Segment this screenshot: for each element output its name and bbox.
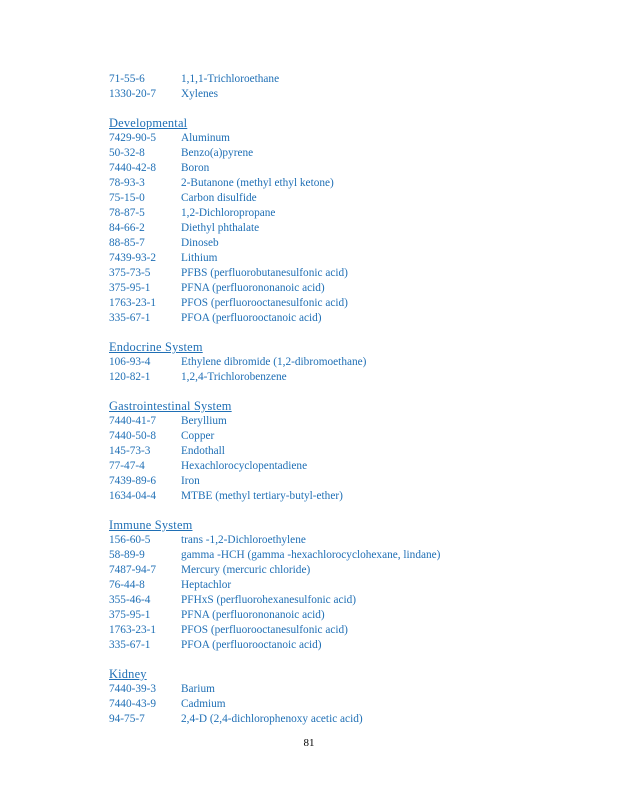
chemical-name: 1,2,4-Trichlorobenzene [181, 371, 287, 383]
chemical-name: Xylenes [181, 88, 219, 100]
chemical-link-row[interactable] [109, 638, 569, 653]
chemical-name: 2-Butanone (methyl ethyl ketone) [181, 177, 334, 189]
section-heading-text[interactable]: Kidney [109, 667, 147, 681]
row-text[interactable] [109, 192, 261, 204]
cas-number: 7440-50-8 [109, 430, 157, 442]
chemical-name: Dinoseb [181, 237, 219, 249]
row-text[interactable] [109, 207, 279, 219]
chemical-link-row[interactable] [109, 533, 569, 548]
chemical-name: Barium [181, 683, 215, 695]
cas-number: 1763-23-1 [109, 297, 157, 309]
chemical-link-row[interactable] [109, 221, 569, 236]
chemical-link-row[interactable] [109, 444, 569, 459]
cas-number: 78-93-3 [109, 177, 145, 189]
chemical-name: 1,1,1-Trichloroethane [181, 73, 280, 85]
row-text[interactable] [109, 609, 329, 621]
cas-number: 7440-43-9 [109, 698, 157, 710]
row-text[interactable] [109, 579, 235, 591]
chemical-name: Diethyl phthalate [181, 222, 260, 234]
chemical-link-row[interactable] [109, 251, 569, 266]
row-text[interactable] [109, 594, 360, 606]
chemical-row [109, 296, 569, 311]
chemical-name: PFOS (perfluorooctanesulfonic acid) [181, 297, 348, 309]
section-spacer [109, 385, 569, 399]
row-text [109, 312, 322, 324]
cas-number: 78-87-5 [109, 207, 145, 219]
chemical-row [109, 429, 569, 444]
cas-number: 7487-94-7 [109, 564, 157, 576]
chemical-name: Hexachlorocyclopentadiene [181, 460, 308, 472]
row-text [109, 624, 348, 636]
cas-number: 7440-42-8 [109, 162, 157, 174]
section-heading-text[interactable]: Developmental [109, 116, 188, 130]
row-text [109, 683, 215, 695]
chemical-name: Heptachlor [181, 579, 232, 591]
chemical-name: MTBE (methyl tertiary-butyl-ether) [181, 490, 343, 502]
cas-number: 76-44-8 [109, 579, 145, 591]
chemical-name: PFNA (perfluorononanoic acid) [181, 282, 325, 294]
chemical-row [109, 682, 569, 697]
row-text [109, 73, 279, 85]
chemical-name: 1,2-Dichloropropane [181, 207, 276, 219]
chemical-link-row[interactable] [109, 593, 569, 608]
row-text[interactable] [109, 222, 263, 234]
chemical-name: Mercury (mercuric chloride) [181, 564, 311, 576]
chemical-row [109, 131, 569, 146]
cas-number: 106-93-4 [109, 356, 151, 368]
section-heading[interactable] [109, 340, 569, 355]
chemical-name: PFOA (perfluorooctanoic acid) [181, 312, 322, 324]
row-text[interactable] [109, 445, 229, 457]
section-heading-text[interactable]: Endocrine System [109, 340, 203, 354]
chemical-name: Aluminum [181, 132, 230, 144]
cas-number: 7429-90-5 [109, 132, 157, 144]
row-text[interactable] [109, 267, 352, 279]
row-text [109, 430, 214, 442]
chemical-name: PFOS (perfluorooctanesulfonic acid) [181, 624, 348, 636]
chemical-link-row[interactable] [109, 236, 569, 251]
chemical-name: 2,4-D (2,4-dichlorophenoxy acetic acid) [181, 713, 363, 725]
chemical-link-row[interactable] [109, 712, 569, 727]
row-text [109, 132, 230, 144]
chemical-link-row[interactable] [109, 548, 569, 563]
chemical-row [109, 623, 569, 638]
chemical-name: Lithium [181, 252, 218, 264]
chemical-name: Boron [181, 162, 210, 174]
chemical-row [109, 311, 569, 326]
chemical-name: PFNA (perfluorononanoic acid) [181, 609, 325, 621]
cas-number: 88-85-7 [109, 237, 145, 249]
cas-number: 7439-93-2 [109, 252, 157, 264]
row-text[interactable] [109, 549, 444, 561]
section-heading[interactable] [109, 667, 569, 682]
row-text[interactable] [109, 252, 221, 264]
cas-number: 156-60-5 [109, 534, 151, 546]
row-text[interactable] [109, 639, 326, 651]
chemical-name: Iron [181, 475, 200, 487]
cas-number: 7440-41-7 [109, 415, 157, 427]
section-spacer [109, 326, 569, 340]
row-text[interactable] [109, 162, 213, 174]
row-text [109, 490, 343, 502]
section-spacer [109, 102, 569, 116]
chemical-name: Cadmium [181, 698, 226, 710]
chemical-link-row[interactable] [109, 608, 569, 623]
chemical-name: PFBS (perfluorobutanesulfonic acid) [181, 267, 348, 279]
chemical-link-row[interactable] [109, 281, 569, 296]
row-text[interactable] [109, 88, 222, 100]
row-text [109, 147, 253, 159]
cas-number: 94-75-7 [109, 713, 145, 725]
section-heading-text[interactable]: Gastrointestinal System [109, 399, 232, 413]
cas-number: 75-15-0 [109, 192, 145, 204]
cas-number: 120-82-1 [109, 371, 151, 383]
row-text[interactable] [109, 415, 231, 427]
page-number: 81 [303, 737, 315, 749]
section-heading[interactable] [109, 399, 569, 414]
row-text [109, 564, 310, 576]
chemical-name: Endothall [181, 445, 225, 457]
row-text[interactable] [109, 475, 204, 487]
cas-number: 375-95-1 [109, 282, 151, 294]
chemical-link-row[interactable] [109, 191, 569, 206]
chemical-row [109, 697, 569, 712]
row-text[interactable] [109, 713, 367, 725]
cas-number: 335-67-1 [109, 312, 151, 324]
chemical-name: Benzo(a)pyrene [181, 147, 254, 159]
chemical-link-row[interactable] [109, 459, 569, 474]
section-heading[interactable] [109, 518, 569, 533]
chemical-name: Carbon disulfide [181, 192, 257, 204]
row-text[interactable] [109, 237, 223, 249]
cas-number: 84-66-2 [109, 222, 145, 234]
cas-number: 1763-23-1 [109, 624, 157, 636]
cas-number: 355-46-4 [109, 594, 151, 606]
cas-number: 1634-04-4 [109, 490, 157, 502]
chemical-link-row[interactable] [109, 206, 569, 221]
row-text[interactable] [109, 371, 291, 383]
chemical-link-row[interactable] [109, 87, 569, 102]
row-text[interactable] [109, 177, 338, 189]
chemical-name: gamma -HCH (gamma -hexachlorocyclohexane, lindane) [181, 549, 441, 561]
chemical-link-row[interactable] [109, 414, 569, 429]
chemical-name: PFHxS (perfluorohexanesulfonic acid) [181, 594, 357, 606]
row-text [109, 698, 226, 710]
cas-number: 50-32-8 [109, 147, 145, 159]
section-spacer [109, 653, 569, 667]
chemical-name: Ethylene dibromide (1,2-dibromoethane) [181, 356, 367, 368]
section-heading[interactable] [109, 116, 569, 131]
chemical-link-row[interactable] [109, 474, 569, 489]
cas-number: 145-73-3 [109, 445, 151, 457]
row-text[interactable] [109, 282, 329, 294]
cas-number: 1330-20-7 [109, 88, 157, 100]
cas-number: 77-47-4 [109, 460, 145, 472]
row-text [109, 297, 348, 309]
row-text[interactable] [109, 534, 310, 546]
section-spacer [109, 504, 569, 518]
chemical-row [109, 563, 569, 578]
row-text[interactable] [109, 356, 370, 368]
cas-number: 71-55-6 [109, 73, 145, 85]
chemical-link-row[interactable] [109, 578, 569, 593]
cas-number: 7439-89-6 [109, 475, 157, 487]
chemical-name: PFOA (perfluorooctanoic acid) [181, 639, 322, 651]
cas-number: 58-89-9 [109, 549, 145, 561]
chemical-row [109, 489, 569, 504]
cas-number: 375-95-1 [109, 609, 151, 621]
chemical-link-row[interactable] [109, 355, 569, 370]
chemical-link-row[interactable] [109, 176, 569, 191]
chemical-link-row[interactable] [109, 266, 569, 281]
chemical-name: Copper [181, 430, 215, 442]
chemical-link-row[interactable] [109, 161, 569, 176]
chemical-link-row[interactable] [109, 370, 569, 385]
cas-number: 375-73-5 [109, 267, 151, 279]
chemical-row [109, 146, 569, 161]
cas-number: 335-67-1 [109, 639, 151, 651]
chemical-name: trans -1,2-Dichloroethylene [181, 534, 306, 546]
chemical-name: Beryllium [181, 415, 227, 427]
row-text[interactable] [109, 460, 311, 472]
chemical-list [109, 72, 569, 727]
cas-number: 7440-39-3 [109, 683, 157, 695]
section-heading-text[interactable]: Immune System [109, 518, 193, 532]
chemical-row [109, 72, 569, 87]
